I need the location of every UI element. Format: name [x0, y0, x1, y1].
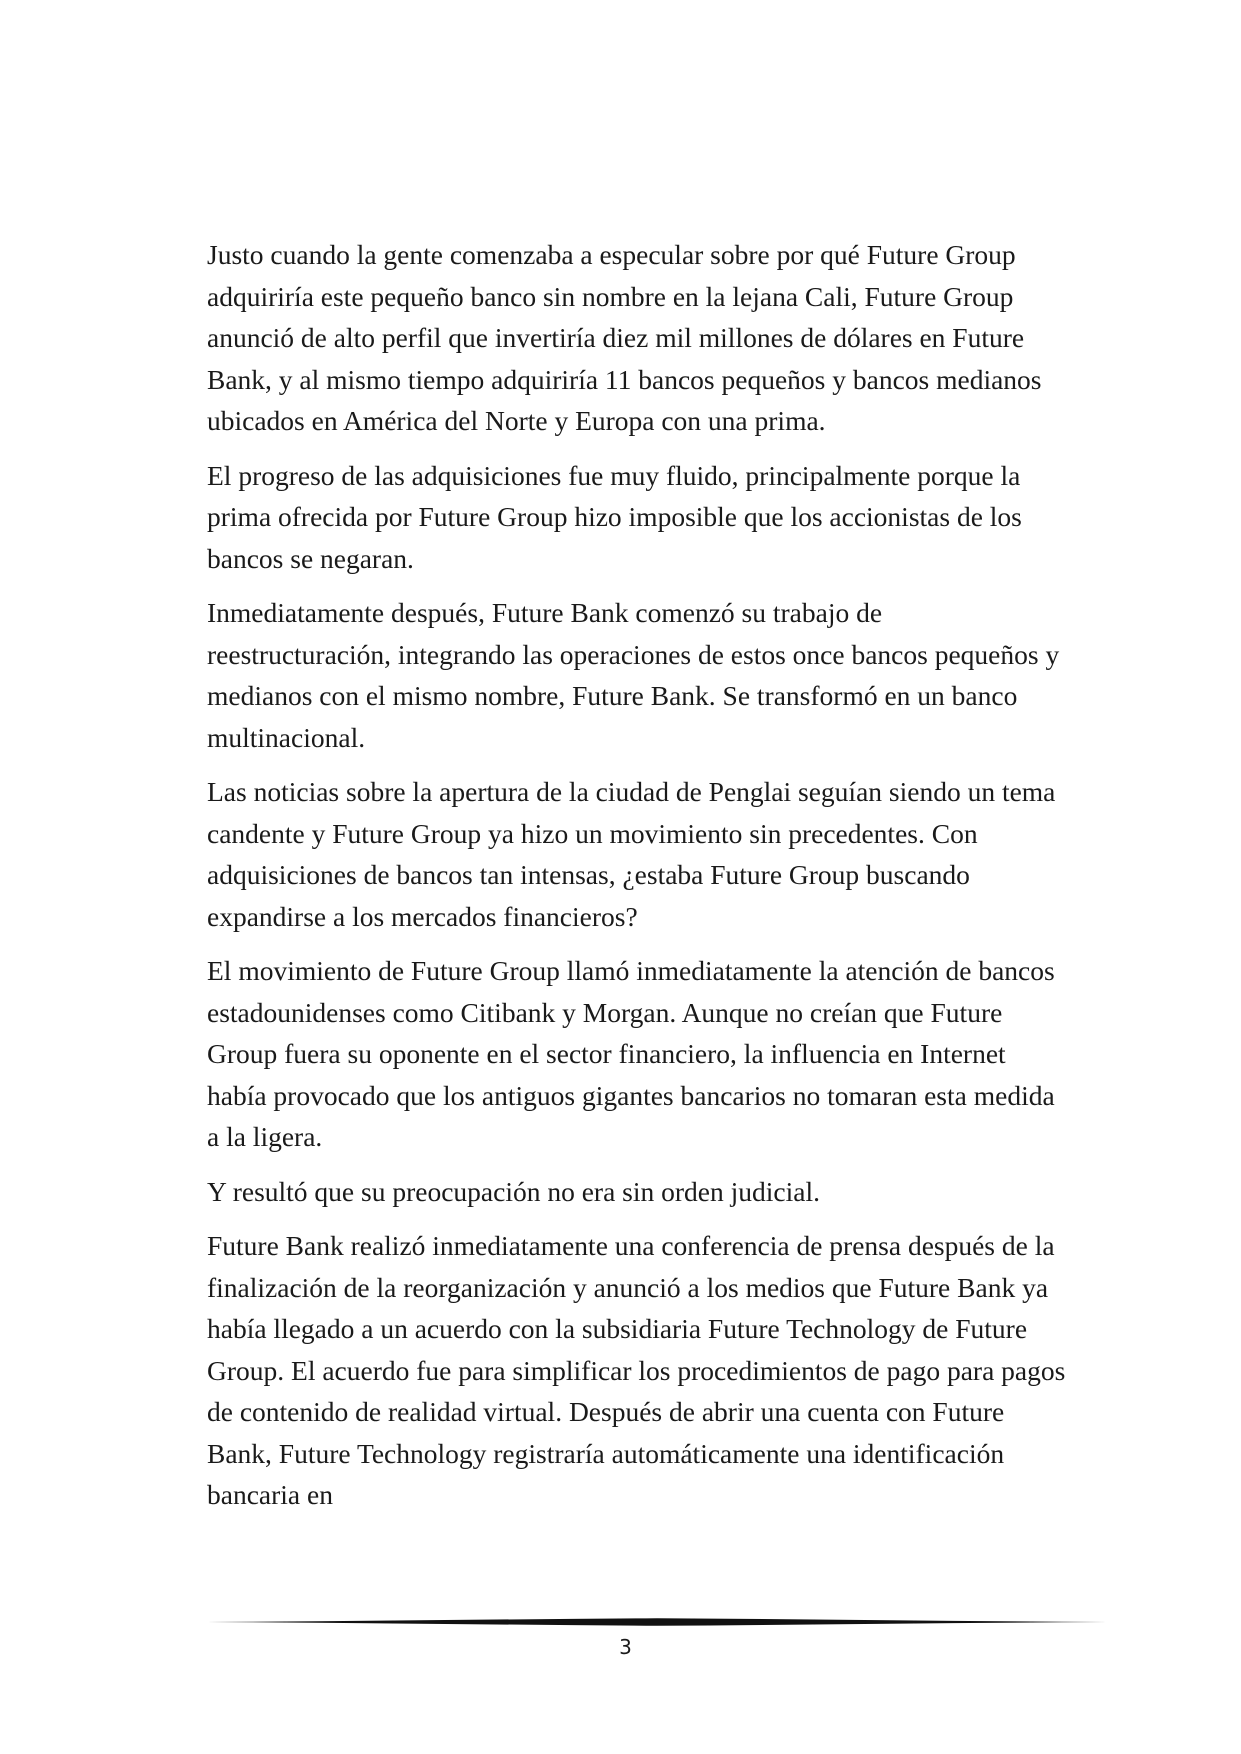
paragraph-1: Justo cuando la gente comenzaba a especular sobre por qué Future Group adquiriría este pequeño banco sin nombre en la lejana Cali, Future Group anunció de alto perfil que invertiría diez mil millones de dólares en Future Bank, y al mismo tiempo adquiriría 11 bancos pequeños y bancos medianos ubicados en América del Norte y Europa con una prima.	[207, 239, 1042, 436]
footer-divider	[207, 1615, 1107, 1629]
paragraph-5: El movimiento de Future Group llamó inmediatamente la atención de bancos estadounidenses como Citibank y Morgan. Aunque no creían que Future Group fuera su oponente en el sector financiero, la influencia en Internet había provocado que los antiguos gigantes bancarios no tomaran esta medida a la ligera.	[207, 955, 1055, 1152]
body-text	[207, 234, 1069, 1529]
paragraph-6: Y resultó que su preocupación no era sin orden judicial.	[207, 1175, 820, 1207]
paragraph-7: Future Bank realizó inmediatamente una conferencia de prensa después de la finalización de la reorganización y anunció a los medios que Future Bank ya había llegado a un acuerdo con la subsidiaria Future Technology de Future Group. El acuerdo fue para simplificar los procedimientos de pago para pagos de contenido de realidad virtual. Después de abrir una cuenta con Future Bank, Future Technology registraría automáticamente una identificación bancaria en	[207, 1230, 1066, 1510]
page-number: 3	[619, 1635, 632, 1659]
paragraph-4: Las noticias sobre la apertura de la ciudad de Penglai seguían siendo un tema candente y Future Group ya hizo un movimiento sin precedentes. Con adquisiciones de bancos tan intensas, ¿estaba Future Group buscando expandirse a los mercados financieros?	[207, 776, 1056, 932]
paragraph-2: El progreso de las adquisiciones fue muy fluido, principalmente porque la prima ofrecida por Future Group hizo imposible que los accionistas de los bancos se negaran.	[207, 459, 1022, 574]
paragraph-3: Inmediatamente después, Future Bank comenzó su trabajo de reestructuración, integrando las operaciones de estos once bancos pequeños y medianos con el mismo nombre, Future Bank. Se transformó en un banco multinacional.	[207, 597, 1060, 753]
